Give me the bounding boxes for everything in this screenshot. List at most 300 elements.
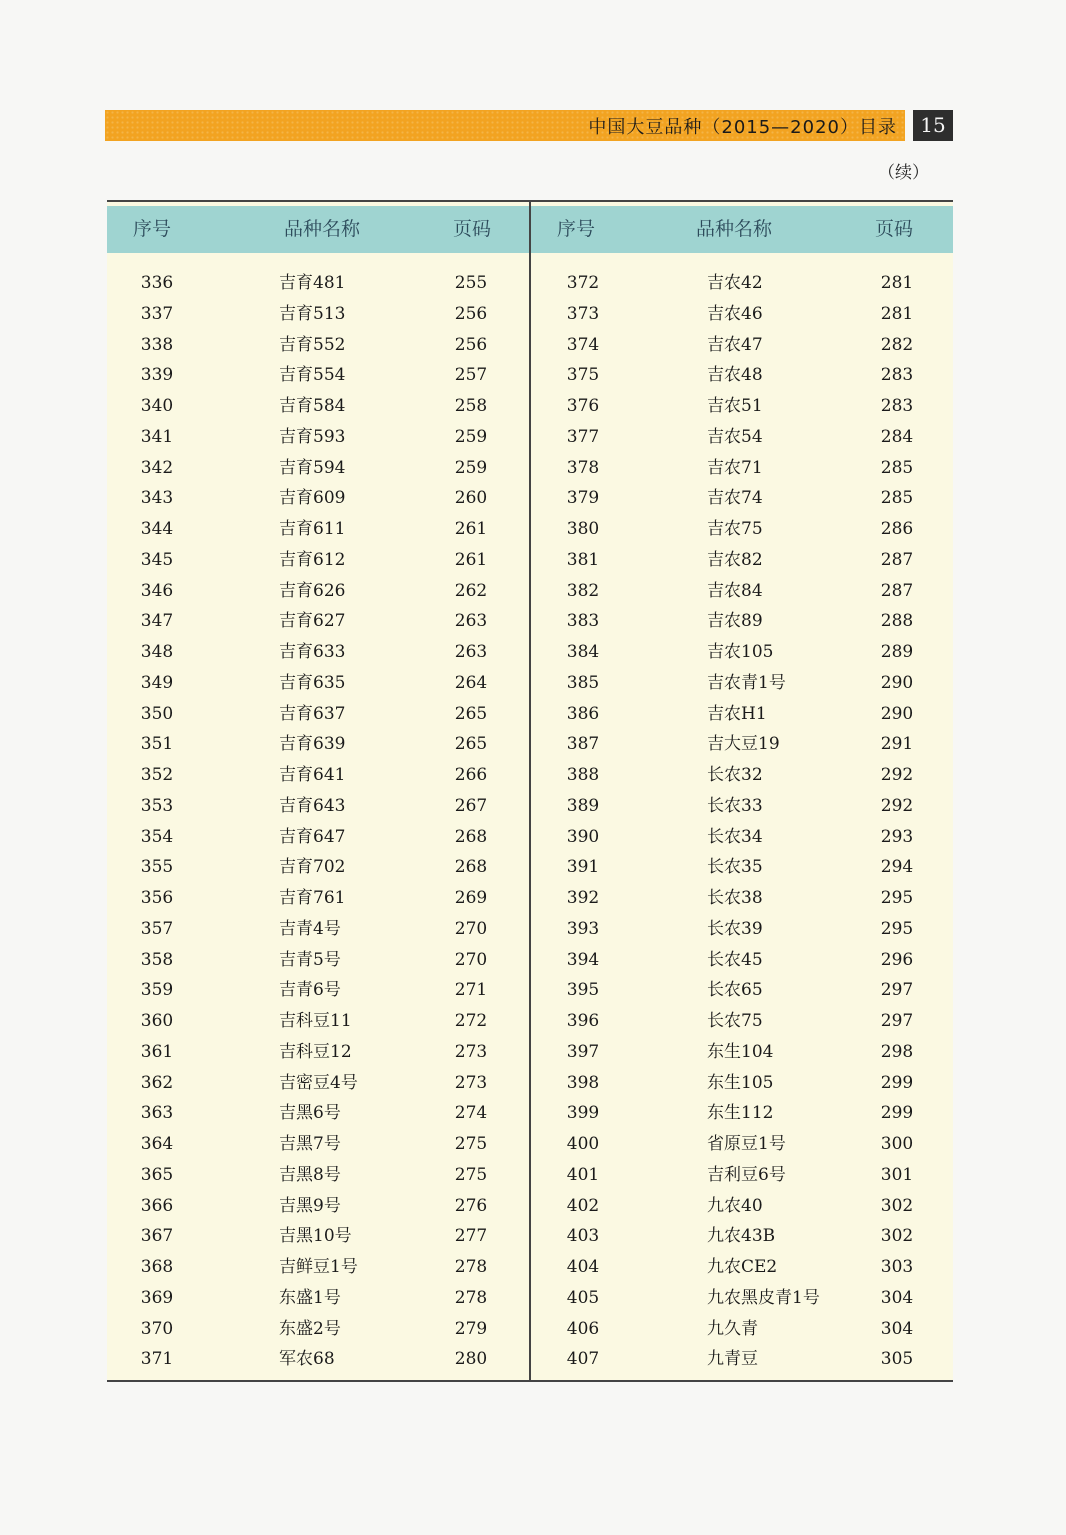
variety-name: 吉育612 [279,549,346,570]
row-index: 341 [140,426,174,447]
row-index: 343 [140,488,174,509]
page-ref: 255 [454,273,488,293]
table-row [107,883,529,914]
table-row [107,852,529,883]
table-row [531,760,953,791]
table-row [531,299,953,330]
variety-name: 长农75 [707,1011,763,1031]
page-ref: 257 [454,365,488,386]
row-index: 359 [140,980,174,1001]
row-index: 389 [566,795,600,816]
row-index: 374 [566,334,600,355]
table-row [107,729,529,760]
table-row [531,668,953,699]
table-row [531,1068,953,1099]
table-row [107,1006,529,1037]
variety-name: 吉育643 [279,795,346,816]
table-row [107,545,529,576]
page-ref: 295 [880,918,914,939]
variety-name: 吉育637 [279,703,346,724]
row-index: 377 [566,426,600,447]
page-ref: 292 [880,795,914,816]
variety-name: 吉育584 [279,396,346,416]
row-index: 336 [140,273,174,293]
variety-name: 九农CE2 [707,1257,778,1277]
variety-name: 吉育761 [279,888,346,908]
row-index: 338 [140,334,174,355]
table-row [107,1037,529,1068]
row-index: 375 [566,365,600,386]
page-ref: 259 [454,426,488,447]
page-ref: 296 [880,949,914,970]
page-ref: 301 [880,1164,914,1185]
row-index: 353 [140,795,174,816]
variety-name: 吉育513 [279,303,346,324]
page-ref: 287 [880,549,914,570]
row-index: 373 [566,303,600,324]
variety-name: 军农68 [279,1349,335,1370]
row-index: 390 [566,826,600,847]
table-row [531,330,953,361]
row-index: 340 [140,396,174,416]
table-row [531,1037,953,1068]
row-index: 366 [140,1195,174,1216]
variety-name: 吉育639 [279,734,346,755]
page-ref: 271 [454,980,488,1001]
variety-name: 吉密豆4号 [279,1072,358,1093]
table-row [531,637,953,668]
row-index: 400 [566,1134,600,1154]
variety-name: 吉黑6号 [279,1103,341,1124]
row-index: 347 [140,611,174,632]
variety-name: 吉黑9号 [279,1195,341,1216]
table-row [531,1006,953,1037]
variety-name: 吉青4号 [279,918,341,939]
table-row [531,883,953,914]
variety-name: 吉育554 [279,365,346,386]
row-index: 351 [140,734,174,755]
table-row [107,299,529,330]
page-ref: 288 [880,611,914,632]
table-row [531,1252,953,1283]
table-row [107,1068,529,1099]
continued-label: （续） [878,163,929,183]
header-name-right: 品种名称 [695,218,772,240]
variety-name: 吉科豆11 [279,1011,352,1031]
page-ref: 295 [880,888,914,908]
row-index: 346 [140,580,174,601]
variety-name: 吉育633 [279,642,346,662]
variety-name: 吉大豆19 [707,734,780,755]
page-ref: 293 [880,826,914,847]
page-ref: 290 [880,703,914,724]
variety-name: 吉利豆6号 [707,1164,786,1185]
header-page-left: 页码 [452,218,491,240]
row-index: 376 [566,396,600,416]
variety-name: 吉育611 [279,519,346,539]
variety-name: 长农33 [707,795,763,816]
variety-name: 吉科豆12 [279,1041,352,1062]
row-index: 386 [566,703,600,724]
table-row [107,360,529,391]
variety-name: 吉育641 [279,765,346,785]
table-row [531,699,953,730]
variety-name: 吉农74 [707,488,763,509]
table-row [531,1314,953,1345]
header-index-right: 序号 [556,218,595,240]
table-row [107,268,529,299]
row-index: 395 [566,980,600,1001]
page-ref: 283 [880,396,914,416]
table-row [107,1129,529,1160]
table-row [531,1098,953,1129]
variety-name: 吉育609 [279,488,346,509]
table-row [531,545,953,576]
page-ref: 303 [880,1257,914,1277]
table-row [107,1252,529,1283]
row-index: 385 [566,672,600,693]
page-ref: 273 [454,1072,488,1093]
page-ref: 270 [454,918,488,939]
table-row [107,1098,529,1129]
row-index: 345 [140,549,174,570]
variety-name: 吉育552 [279,334,346,355]
page-ref: 275 [454,1134,488,1154]
row-index: 401 [566,1164,600,1185]
page-ref: 305 [880,1349,914,1370]
header-page-right: 页码 [874,218,913,240]
table-row [531,822,953,853]
table-row [531,729,953,760]
table-row [531,514,953,545]
variety-name: 吉鲜豆1号 [279,1257,358,1277]
page-ref: 256 [454,303,488,324]
row-index: 364 [140,1134,174,1154]
variety-name: 长农35 [707,857,763,878]
variety-name: 长农38 [707,888,763,908]
page-ref: 284 [880,426,914,447]
table-row [107,699,529,730]
page-ref: 276 [454,1195,488,1216]
row-index: 352 [140,765,174,785]
page-ref: 272 [454,1011,488,1031]
table-row [107,637,529,668]
variety-name: 吉农青1号 [707,672,786,693]
variety-name: 吉育593 [279,426,346,447]
row-index: 398 [566,1072,600,1093]
table-row [531,1344,953,1375]
table-row [107,576,529,607]
row-index: 405 [566,1287,600,1308]
page-ref: 290 [880,672,914,693]
row-index: 394 [566,949,600,970]
header-name-left: 品种名称 [283,218,360,240]
table-row [107,453,529,484]
page-ref: 283 [880,365,914,386]
row-index: 393 [566,918,600,939]
page-ref: 265 [454,703,488,724]
table-row [531,1129,953,1160]
page-ref: 289 [880,642,914,662]
variety-name: 吉黑7号 [279,1134,341,1154]
variety-name: 吉农42 [707,273,763,293]
row-index: 372 [566,273,600,293]
row-index: 397 [566,1041,600,1062]
page-ref: 292 [880,765,914,785]
row-index: 404 [566,1257,600,1277]
page-ref: 300 [880,1134,914,1154]
table-row [531,360,953,391]
row-index: 342 [140,457,174,478]
row-index: 396 [566,1011,600,1031]
page-number: 15 [913,110,953,141]
row-index: 349 [140,672,174,693]
page-ref: 281 [880,273,914,293]
row-index: 358 [140,949,174,970]
page-ref: 282 [880,334,914,355]
page-ref: 277 [454,1226,488,1247]
row-index: 370 [140,1318,174,1339]
variety-name: 长农39 [707,918,763,939]
page-ref: 302 [880,1195,914,1216]
page-ref: 264 [454,672,488,693]
page-ref: 286 [880,519,914,539]
row-index: 406 [566,1318,600,1339]
left-column [107,268,529,1375]
page-ref: 304 [880,1287,914,1308]
variety-name: 吉育647 [279,826,346,847]
variety-name: 吉农82 [707,549,763,570]
table-row [531,576,953,607]
row-index: 391 [566,857,600,878]
variety-name: 长农45 [707,949,763,970]
table-row [107,914,529,945]
table-row [531,945,953,976]
page-ref: 266 [454,765,488,785]
variety-name: 吉农47 [707,334,763,355]
table-row [107,514,529,545]
variety-name: 吉育702 [279,857,346,878]
right-column [531,268,953,1375]
page-ref: 268 [454,826,488,847]
table-row [107,606,529,637]
page-ref: 268 [454,857,488,878]
page-ref: 275 [454,1164,488,1185]
table-row [531,852,953,883]
variety-name: 东盛2号 [279,1318,341,1339]
row-index: 360 [140,1011,174,1031]
row-index: 363 [140,1103,174,1124]
table-row [531,1191,953,1222]
table-row [107,1160,529,1191]
table-row [531,268,953,299]
page-ref: 258 [454,396,488,416]
row-index: 384 [566,642,600,662]
page-ref: 263 [454,642,488,662]
table-row [107,760,529,791]
row-index: 387 [566,734,600,755]
table-row [531,453,953,484]
page-ref: 259 [454,457,488,478]
row-index: 367 [140,1226,174,1247]
page-ref: 285 [880,488,914,509]
running-header-title: 中国大豆品种（2015—2020）目录 [588,117,897,138]
variety-name: 吉农54 [707,426,763,447]
variety-name: 长农65 [707,980,763,1001]
table-row [531,975,953,1006]
table-row [531,914,953,945]
variety-name: 吉黑10号 [279,1226,352,1247]
table-row [531,606,953,637]
page-ref: 302 [880,1226,914,1247]
table-row [531,1160,953,1191]
row-index: 380 [566,519,600,539]
variety-name: 吉农89 [707,611,763,632]
row-index: 383 [566,611,600,632]
page-ref: 262 [454,580,488,601]
variety-name: 吉农H1 [707,703,767,724]
table-row [531,1283,953,1314]
variety-name: 吉育627 [279,611,346,632]
row-index: 388 [566,765,600,785]
variety-name: 东生112 [707,1103,774,1124]
page-ref: 267 [454,795,488,816]
page-ref: 297 [880,1011,914,1031]
variety-name: 九农40 [707,1195,763,1216]
page-ref: 285 [880,457,914,478]
row-index: 361 [140,1041,174,1062]
variety-name: 吉农71 [707,457,763,478]
row-index: 362 [140,1072,174,1093]
page-ref: 278 [454,1287,488,1308]
row-index: 378 [566,457,600,478]
row-index: 368 [140,1257,174,1277]
table-row [107,668,529,699]
variety-name: 九青豆 [707,1349,758,1370]
variety-name: 吉育594 [279,457,346,478]
table-row [531,483,953,514]
variety-name: 吉农48 [707,365,763,386]
page-ref: 261 [454,519,488,539]
page-ref: 294 [880,857,914,878]
page-ref: 260 [454,488,488,509]
row-index: 350 [140,703,174,724]
variety-name: 东生105 [707,1072,774,1093]
table-row [107,822,529,853]
row-index: 371 [140,1349,174,1370]
row-index: 402 [566,1195,600,1216]
table-row [107,945,529,976]
table-row [107,330,529,361]
row-index: 399 [566,1103,600,1124]
page-ref: 304 [880,1318,914,1339]
row-index: 382 [566,580,600,601]
running-header-band [105,110,905,141]
table-row [107,975,529,1006]
page-ref: 263 [454,611,488,632]
variety-name: 吉农75 [707,519,763,539]
variety-name: 吉农51 [707,396,763,416]
row-index: 339 [140,365,174,386]
table-row [107,1191,529,1222]
page-ref: 274 [454,1103,488,1124]
page-ref: 278 [454,1257,488,1277]
variety-name: 九农黑皮青1号 [707,1287,820,1308]
variety-name: 长农34 [707,826,763,847]
page-ref: 256 [454,334,488,355]
table-row [531,422,953,453]
page-ref: 280 [454,1349,488,1370]
table-row [107,1344,529,1375]
row-index: 348 [140,642,174,662]
page-ref: 287 [880,580,914,601]
page-ref: 299 [880,1072,914,1093]
row-index: 365 [140,1164,174,1185]
table-row [531,391,953,422]
variety-name: 吉农46 [707,303,763,324]
table-row [107,791,529,822]
row-index: 356 [140,888,174,908]
variety-name: 吉黑8号 [279,1164,341,1185]
row-index: 369 [140,1287,174,1308]
page-ref: 279 [454,1318,488,1339]
variety-name: 吉农105 [707,642,774,662]
table-row [107,1283,529,1314]
page-ref: 270 [454,949,488,970]
table-row [531,1221,953,1252]
table-row [531,791,953,822]
variety-name: 省原豆1号 [707,1134,786,1154]
row-index: 354 [140,826,174,847]
page-ref: 273 [454,1041,488,1062]
row-index: 357 [140,918,174,939]
variety-name: 吉育635 [279,672,346,693]
variety-name: 吉青5号 [279,949,341,970]
toc-table [107,200,953,1382]
page-ref: 299 [880,1103,914,1124]
table-row [107,422,529,453]
variety-name: 九久青 [707,1318,758,1339]
page-ref: 261 [454,549,488,570]
variety-name: 长农32 [707,765,763,785]
table-row [107,1221,529,1252]
row-index: 381 [566,549,600,570]
row-index: 392 [566,888,600,908]
page-ref: 269 [454,888,488,908]
row-index: 344 [140,519,174,539]
page-ref: 298 [880,1041,914,1062]
page-ref: 297 [880,980,914,1001]
header-index-left: 序号 [132,218,171,240]
row-index: 403 [566,1226,600,1247]
variety-name: 九农43B [707,1226,776,1247]
variety-name: 吉育481 [279,273,346,293]
table-row [107,391,529,422]
row-index: 337 [140,303,174,324]
variety-name: 东盛1号 [279,1287,341,1308]
row-index: 407 [566,1349,600,1370]
variety-name: 吉农84 [707,580,763,601]
variety-name: 吉育626 [279,580,346,601]
page-ref: 265 [454,734,488,755]
variety-name: 吉青6号 [279,980,341,1001]
row-index: 379 [566,488,600,509]
row-index: 355 [140,857,174,878]
variety-name: 东生104 [707,1041,774,1062]
page-ref: 291 [880,734,914,755]
page-ref: 281 [880,303,914,324]
table-row [107,483,529,514]
